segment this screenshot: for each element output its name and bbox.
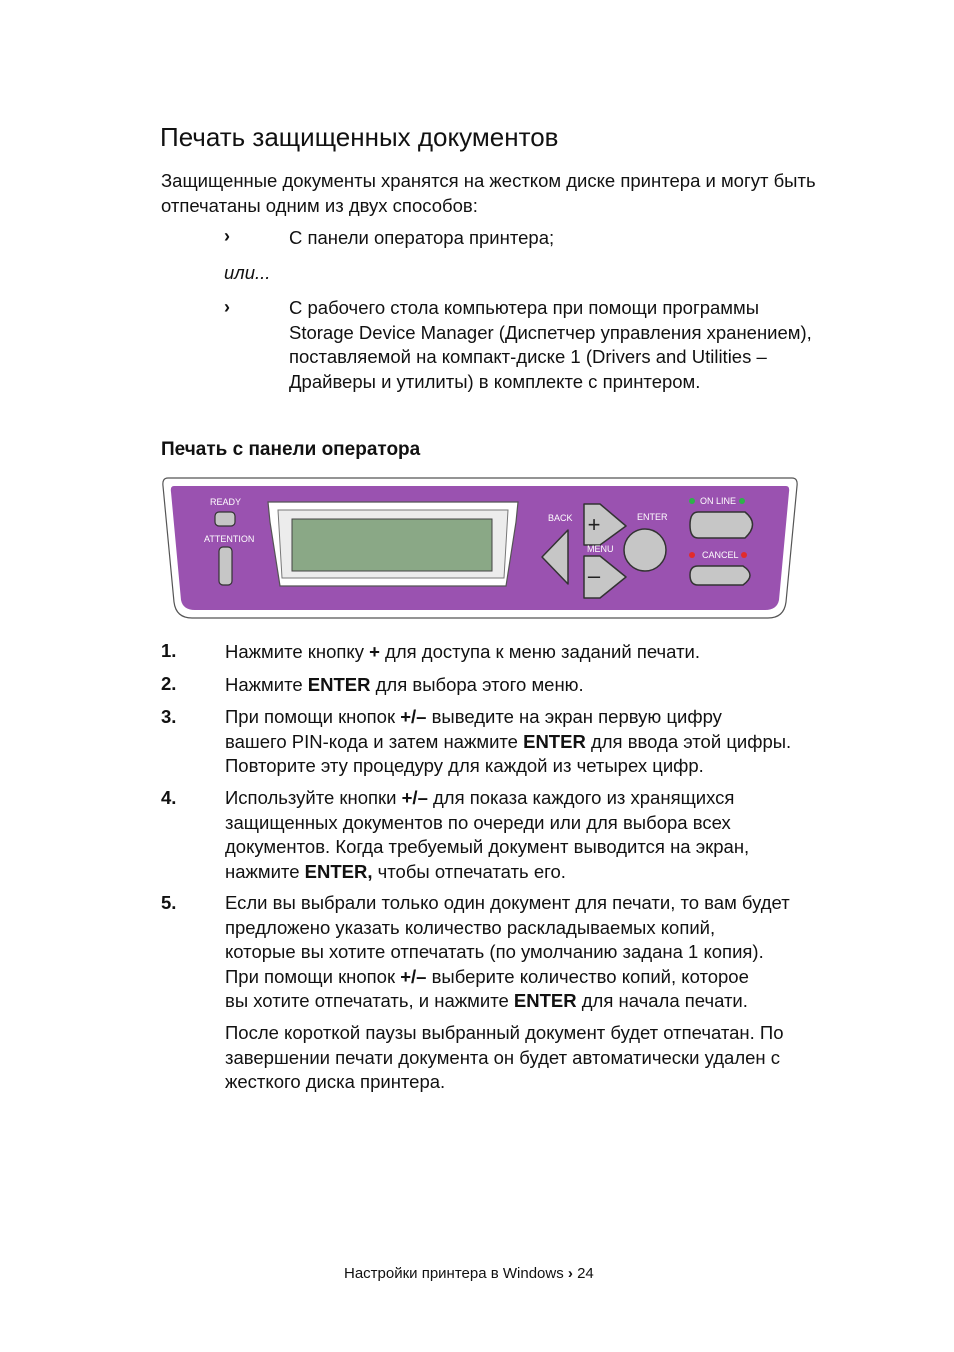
step-text: Если вы выбрали только один документ для печати, то вам будет предложено указать количество раскладываемых копий, которые вы хотите отпечатать (по умолчанию задана 1 копия). При помощи кнопок +/– выберите количество копий, которое вы хотите отпечатать, и нажмите ENTER для начала печати. [225,892,790,1011]
cancel-button [690,566,750,585]
online-led-right [739,498,745,504]
step-number: 1. [161,640,177,661]
menu-label: MENU [587,544,614,554]
page-title: Печать защищенных документов [160,122,559,152]
step-number: 2. [161,673,177,694]
ready-label: READY [210,497,242,507]
bullet-item: С рабочего стола компьютера при помощи программы Storage Device Manager (Диспетчер управления хранением), поставляемой на компакт-диске 1 (Drivers and Utilities – Драйверы и утилиты) в комплекте с принтером. [289,297,812,392]
cancel-label: CANCEL [702,550,739,560]
or-text: или... [224,262,271,283]
cancel-led-right [741,552,747,558]
online-button [690,512,753,538]
ready-led [215,512,235,526]
back-label: BACK [548,513,573,523]
page-number: 24 [577,1265,594,1282]
attention-label: ATTENTION [204,534,255,544]
online-label: ON LINE [700,496,737,506]
bullet-marker: › [224,226,230,246]
enter-label: ENTER [637,512,668,522]
bullet-marker: › [224,297,230,317]
step-text: Нажмите кнопку + для доступа к меню заданий печати. [225,641,701,662]
step-text: При помощи кнопок +/– выведите на экран первую цифру вашего PIN-кода и затем нажмите ENTER для ввода этой цифры. Повторите эту процедуру для каждой из четырех цифр. [225,706,792,776]
step-number: 4. [161,787,177,808]
step-number: 3. [161,706,177,727]
minus-icon: – [587,563,601,588]
cancel-led-left [689,552,695,558]
footer-separator: › [567,1265,573,1282]
step-text: Нажмите ENTER для выбора этого меню. [225,674,584,695]
lcd-screen [292,519,492,571]
plus-icon: + [587,512,601,537]
intro-paragraph: Защищенные документы хранятся на жестком диске принтера и могут быть отпечатаны одним из двух способов: [161,170,816,216]
enter-button [624,529,666,571]
footer-section: Настройки принтера в Windows [344,1265,564,1282]
step-number: 5. [161,892,177,913]
after-paragraph: После короткой паузы выбранный документ будет отпечатан. По завершении печати документа он будет автоматически удален с жесткого диска принтера. [225,1022,784,1092]
attention-led [219,547,232,585]
section-heading: Печать с панели оператора [161,439,421,460]
operator-panel-illustration [160,474,800,624]
page-footer [344,1265,594,1282]
bullet-item: С панели оператора принтера; [289,227,555,248]
step-text: Используйте кнопки +/– для показа каждого из хранящихся защищенных документов по очереди или для выбора всех документов. Когда требуемый документ выводится на экран, нажмите ENTER, чтобы отпечатать его. [225,787,750,882]
online-led-left [689,498,695,504]
